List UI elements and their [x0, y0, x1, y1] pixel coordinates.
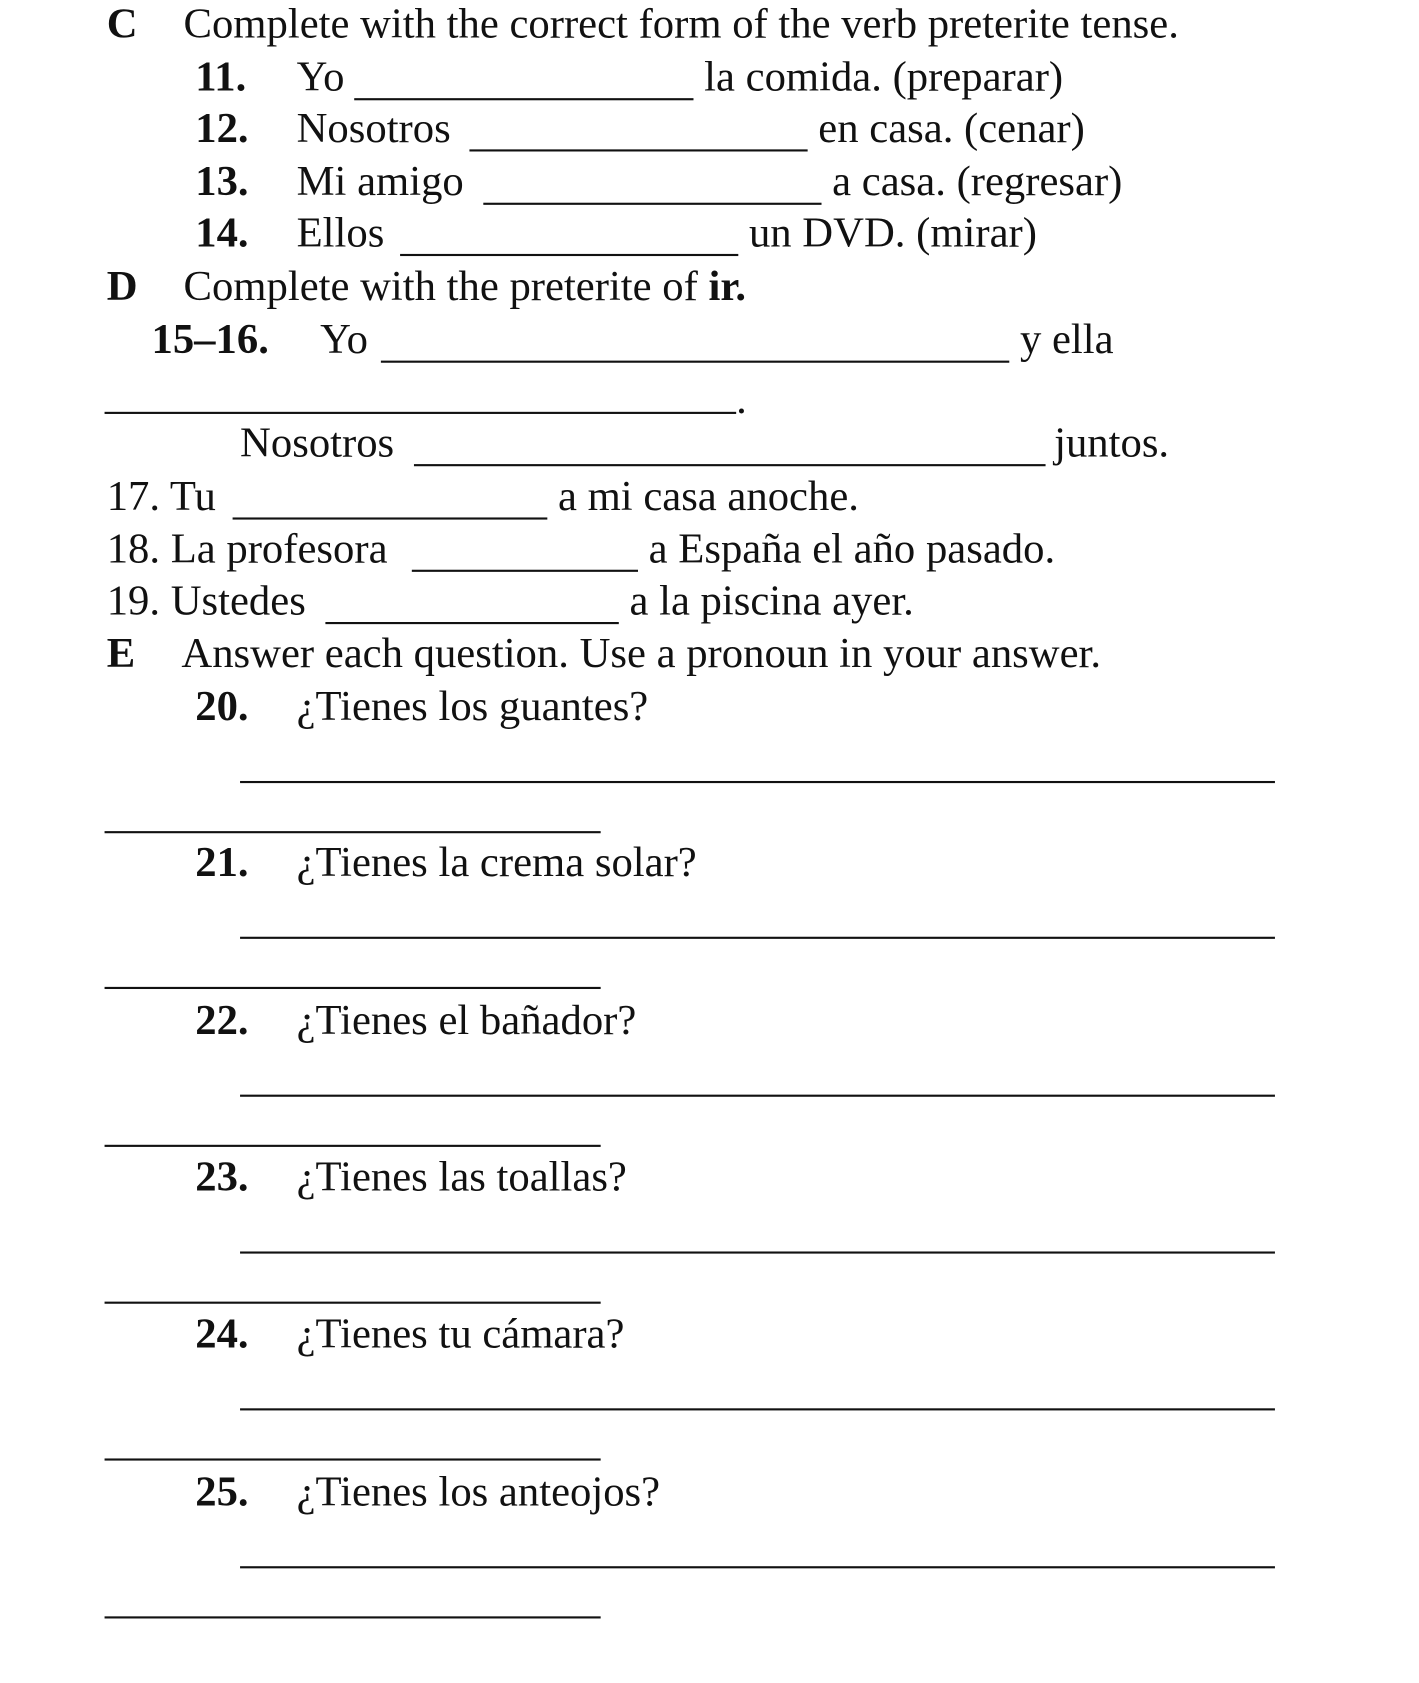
item-rest: juntos.: [1054, 418, 1170, 467]
answer-blank[interactable]: [469, 149, 807, 151]
answer-blank[interactable]: [354, 98, 693, 100]
question-text: ¿Tienes la crema solar?: [296, 837, 697, 886]
answer-blank[interactable]: [483, 203, 821, 205]
section-c-instruction: Complete with the correct form of the verb preterite tense.: [183, 0, 1179, 47]
item-subject: 18. La profesora: [106, 523, 388, 572]
answer-blank[interactable]: [105, 412, 737, 414]
section-e-instruction: Answer each question. Use a pronoun in your answer.: [181, 628, 1102, 677]
item-subject: 19. Ustedes: [106, 576, 306, 625]
question-text: ¿Tienes los guantes?: [296, 681, 649, 730]
item-rest: un DVD. (mirar): [748, 208, 1037, 257]
item-number: 15–16.: [151, 314, 269, 363]
item-number: 12.: [195, 103, 249, 152]
item-rest: a casa. (regresar): [832, 156, 1123, 205]
question-number: 22.: [195, 995, 249, 1044]
item-number: 11.: [195, 52, 247, 101]
item-number: 14.: [195, 208, 249, 257]
item-subject: Nosotros: [240, 418, 395, 467]
answer-blank[interactable]: [325, 622, 618, 624]
question-text: ¿Tienes el bañador?: [296, 995, 637, 1044]
item-mid: y ella: [1019, 314, 1114, 363]
section-letter-d: D: [106, 261, 138, 310]
question-text: ¿Tienes las toallas?: [296, 1152, 627, 1201]
answer-line[interactable]: [105, 987, 601, 989]
section-d-instruction: [184, 260, 747, 311]
item-subject: Ellos: [296, 208, 385, 257]
item-rest: la comida. (preparar): [704, 52, 1064, 101]
item-period: .: [736, 374, 747, 423]
question-number: 25.: [195, 1466, 249, 1515]
item-number: 13.: [195, 156, 249, 205]
question-number: 24.: [195, 1309, 249, 1358]
answer-blank[interactable]: [412, 570, 638, 572]
item-rest: a la piscina ayer.: [629, 576, 914, 625]
answer-line[interactable]: [240, 1251, 1275, 1253]
answer-blank[interactable]: [233, 517, 548, 519]
answer-line[interactable]: [105, 1458, 601, 1460]
item-subject: Mi amigo: [296, 156, 464, 205]
question-number: 20.: [195, 681, 249, 730]
instruction-text: Complete with the preterite of: [183, 261, 709, 310]
answer-line[interactable]: [240, 1566, 1275, 1568]
answer-line[interactable]: [105, 1302, 601, 1304]
verb-ir: ir.: [708, 261, 747, 310]
item-rest: a mi casa anoche.: [557, 471, 859, 520]
item-subject: Yo: [320, 314, 368, 363]
answer-line[interactable]: [240, 937, 1275, 939]
answer-blank[interactable]: [381, 361, 1009, 363]
answer-blank[interactable]: [414, 464, 1046, 466]
question-number: 23.: [195, 1152, 249, 1201]
item-subject: 17. Tu: [106, 471, 216, 520]
item-subject: Nosotros: [296, 103, 451, 152]
item-subject: Yo: [296, 52, 345, 101]
question-text: ¿Tienes los anteojos?: [296, 1466, 661, 1515]
answer-line[interactable]: [240, 1408, 1275, 1410]
answer-line[interactable]: [105, 1616, 601, 1618]
question-number: 21.: [195, 837, 249, 886]
answer-line[interactable]: [105, 831, 601, 833]
item-rest: en casa. (cenar): [818, 103, 1085, 152]
section-letter-e: E: [106, 628, 136, 677]
section-letter-c: C: [106, 0, 138, 47]
answer-blank[interactable]: [400, 254, 738, 256]
item-rest: a España el año pasado.: [648, 523, 1056, 572]
answer-line[interactable]: [240, 781, 1275, 783]
question-text: ¿Tienes tu cámara?: [296, 1309, 625, 1358]
answer-line[interactable]: [240, 1095, 1275, 1097]
answer-line[interactable]: [105, 1145, 601, 1147]
